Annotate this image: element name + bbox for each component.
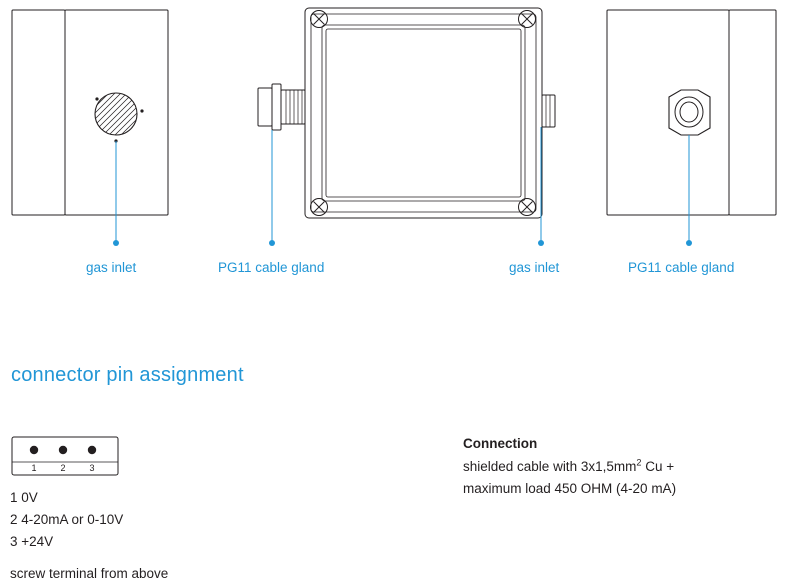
connection-load-spec: maximum load 450 OHM (4-20 mA)	[463, 481, 677, 496]
callout-pg11-cable-gland-left: PG11 cable gland	[218, 260, 325, 275]
pin-legend-item-2: 2 4-20mA or 0-10V	[10, 512, 124, 527]
leader-pg11-right	[686, 135, 692, 246]
terminal-pin-number-3: 3	[89, 463, 95, 473]
pin-legend-item-3: 3 +24V	[10, 534, 54, 549]
connection-cable-spec-superscript: 2	[636, 457, 642, 468]
callout-gas-inlet-left: gas inlet	[86, 260, 137, 275]
callout-gas-inlet-right: gas inlet	[509, 260, 560, 275]
connection-block	[463, 436, 763, 503]
connection-title: Connection	[463, 436, 538, 451]
pg11-cable-gland-top	[258, 84, 305, 130]
section-title-connector-pin-assignment: connector pin assignment	[11, 364, 244, 386]
right-side-view	[607, 10, 776, 215]
center-top-view	[258, 8, 555, 218]
leader-gas-inlet-left	[113, 141, 119, 246]
screw-terminal-note: screw terminal from above	[10, 566, 169, 581]
pin-legend-item-1: 1 0V	[10, 490, 38, 505]
leader-gas-inlet-right	[538, 127, 544, 246]
gas-inlet-nub-top	[542, 95, 555, 127]
terminal-pin-number-1: 1	[31, 463, 37, 473]
corner-screws	[311, 11, 536, 216]
left-side-view	[12, 10, 168, 215]
connection-cable-spec-pre: shielded cable with 3x1,5mm	[463, 459, 637, 474]
leader-pg11-left	[269, 130, 275, 246]
connection-cable-spec-post: Cu +	[641, 459, 675, 474]
callout-pg11-cable-gland-right: PG11 cable gland	[628, 260, 735, 275]
terminal-pin-number-2: 2	[60, 463, 66, 473]
connection-cable-spec	[463, 459, 763, 474]
